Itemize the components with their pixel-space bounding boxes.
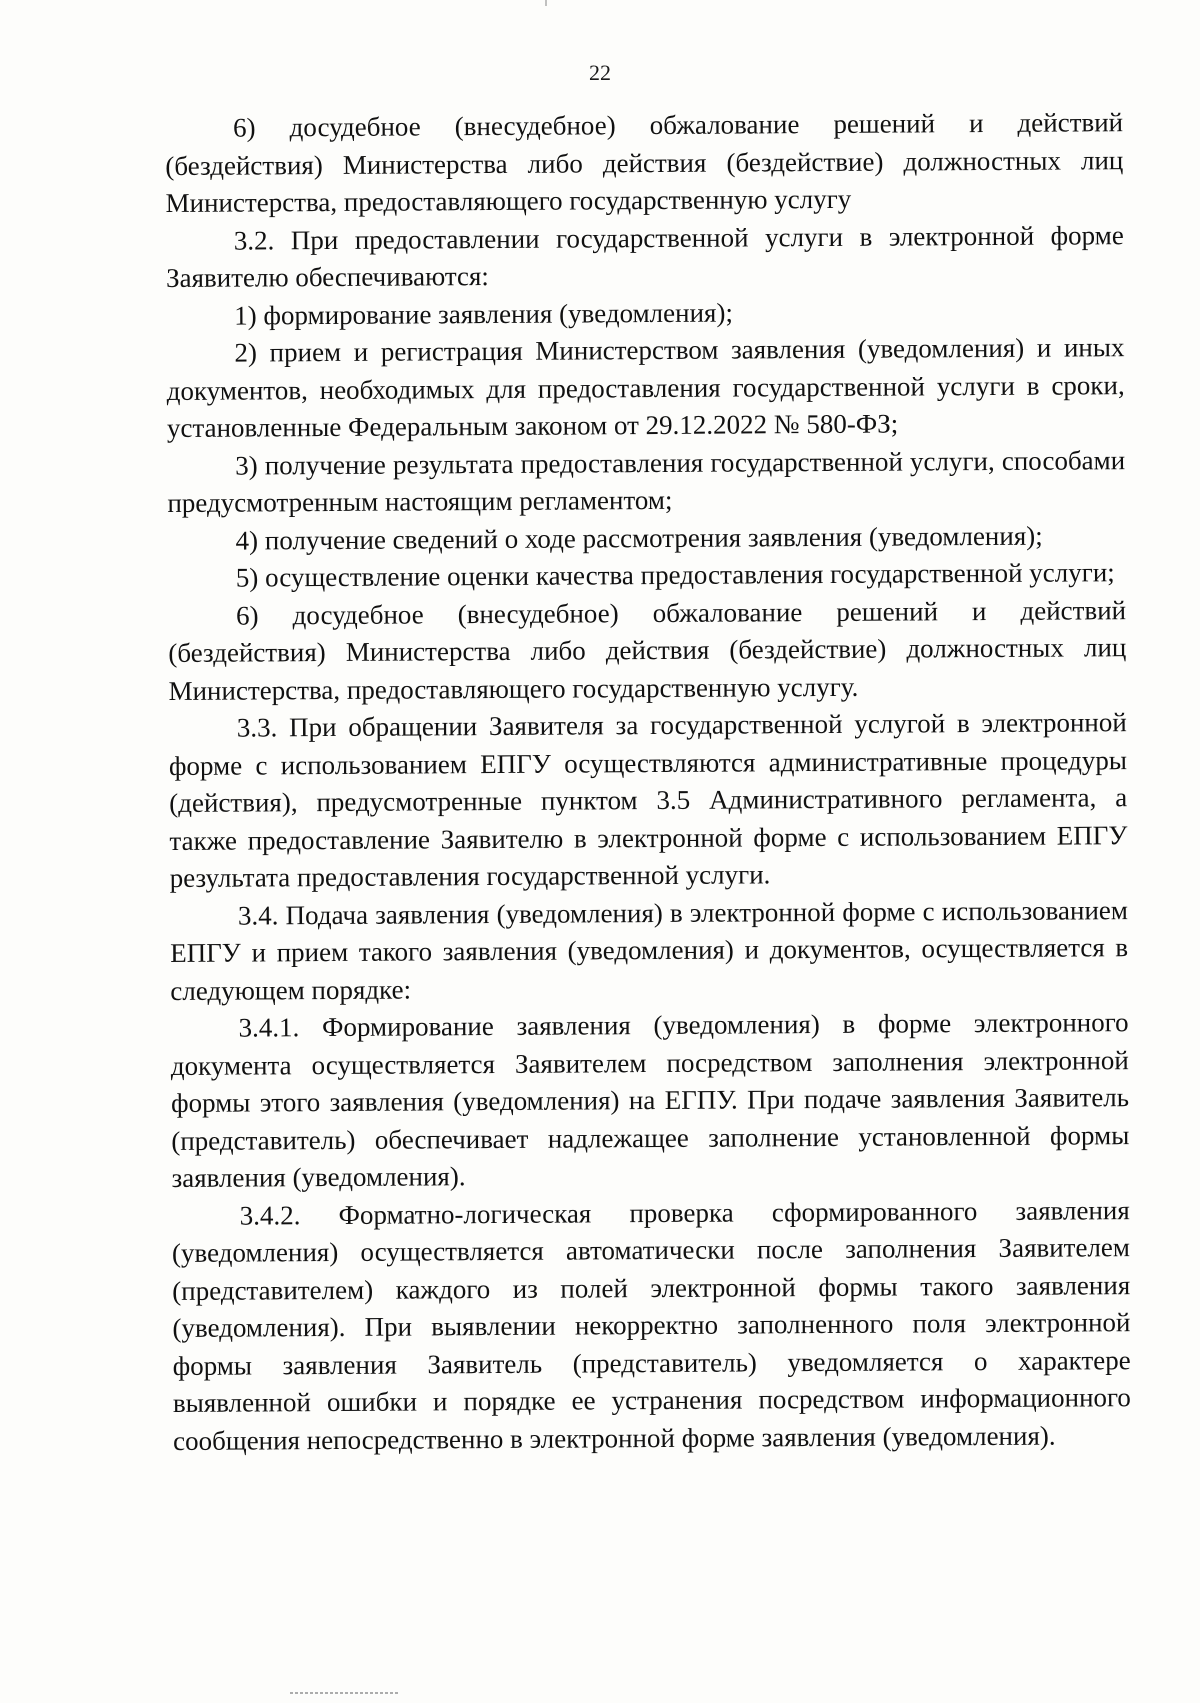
paragraph-3-4-1: 3.4.1. Формирование заявления (уведомления) в форме электронного документа осуществляется Заявителем посредством заполнения электронной формы этого заявления (уведомления) на ЕГПУ. При подаче заявления Заявитель (представитель) обеспечивает надлежащее заполнение установленной формы заявления (уведомления). [170, 1007, 1130, 1193]
paragraph-3-3: 3.3. При обращении Заявителя за государственной услугой в электронной форме с использованием ЕПГУ осуществляются административные процедуры (действия), предусмотренные пунктом 3.5 Административного регламента, а также предоставление Заявителю в электронной форме с использованием ЕПГУ результата предоставления государственной услуги. [168, 707, 1128, 893]
scan-artifact-top [545, 0, 547, 6]
list-item-3: 3) получение результата предоставления государственной услуги, способами предусмотренным настоящим регламентом; [167, 444, 1126, 518]
list-item-4: 4) получение сведений о ходе рассмотрения заявления (уведомления); [235, 520, 1043, 556]
list-item-6: 6) досудебное (внесудебное) обжалование решений и действий (бездействия) Министерства либо действия (бездействие) должностных лиц Министерства, предоставляющего государственную услугу. [168, 594, 1127, 706]
page-number: 22 [589, 60, 611, 85]
paragraph-3-4-2: 3.4.2. Форматно-логическая проверка сформированного заявления (уведомления) осуществляется автоматически после заполнения Заявителем (представителем) каждого из полей электронной формы такого заявления (уведомления). При выявлении некорректно заполненного поля электронной формы заявления Заявитель (представитель) уведомляется о характере выявленной ошибки и порядке ее устранения посредством информационного сообщения непосредственно в электронной форме заявления (уведомления). [171, 1194, 1131, 1456]
paragraph-3-2: 3.2. При предоставлении государственной услуги в электронной форме Заявителю обеспечиваются: [165, 219, 1124, 293]
scan-artifact-bottom [290, 1692, 400, 1694]
paragraph-3-4: 3.4. Подача заявления (уведомления) в электронной форме с использованием ЕПГУ и прием такого заявления (уведомления) и документов, осуществляется в следующем порядке: [170, 894, 1129, 1006]
list-item-1: 1) формирование заявления (уведомления); [234, 297, 733, 331]
list-item-5: 5) осуществление оценки качества предоставления государственной услуги; [235, 557, 1115, 593]
document-body [165, 104, 1131, 1460]
paragraph-6-appeal-intro: 6) досудебное (внесудебное) обжалование решений и действий (бездействия) Министерства либо действия (бездействие) должностных лиц Министерства, предоставляющего государственную услугу [165, 107, 1124, 218]
list-item-2: 2) прием и регистрация Министерством заявления (уведомления) и иных документов, необходимых для предоставления государственной услуги в сроки, установленные Федеральным законом от 29.12.2022 № 580-ФЗ; [166, 332, 1125, 443]
